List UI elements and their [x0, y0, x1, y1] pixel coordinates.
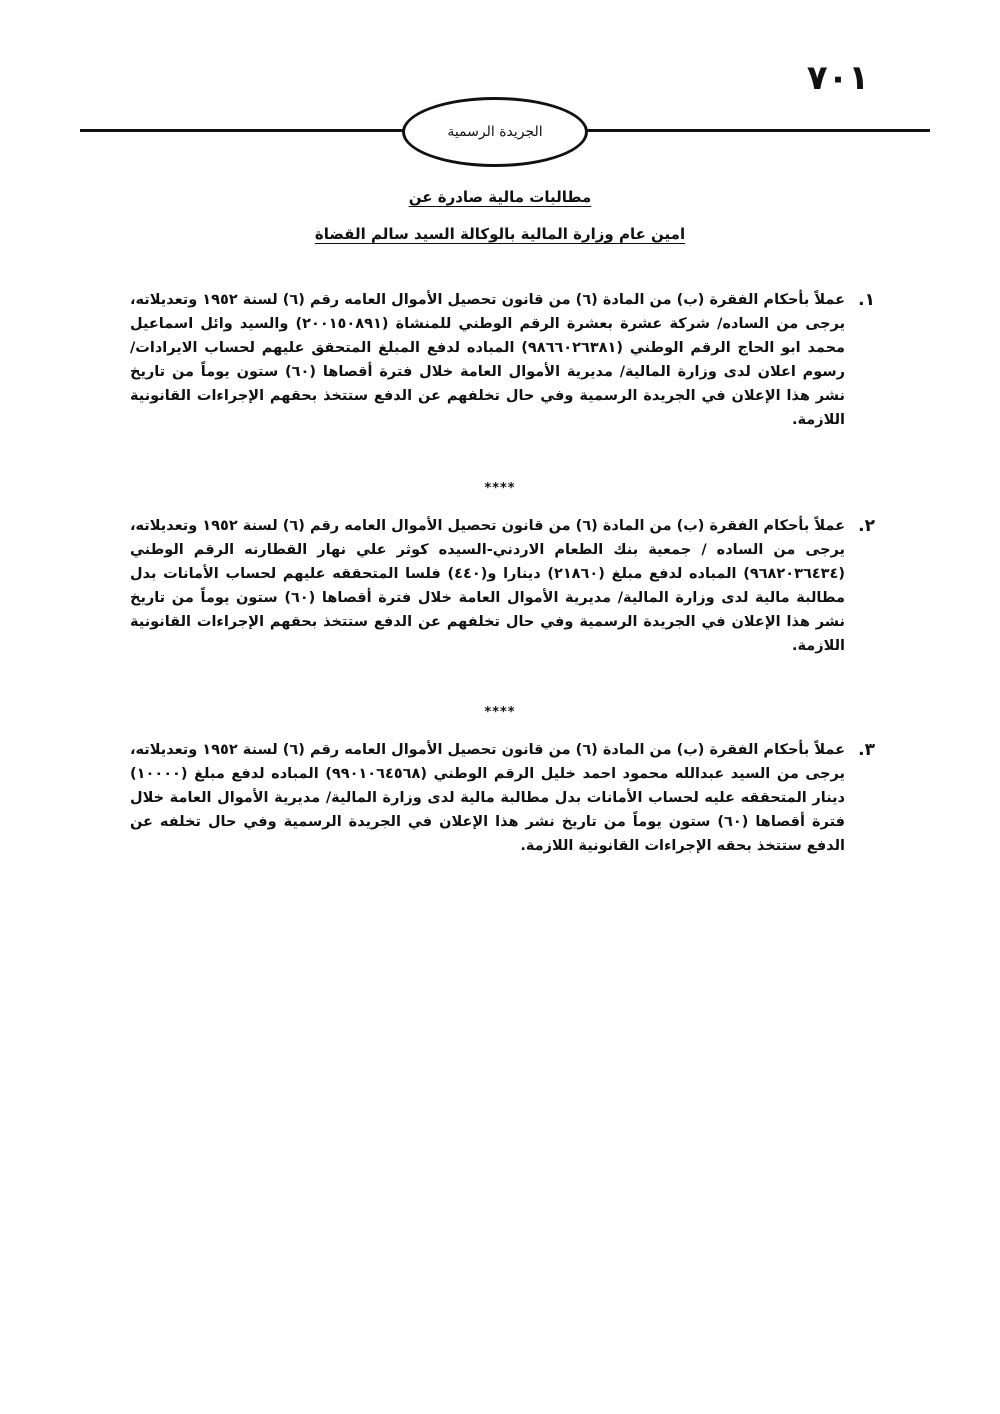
claim-item-2 [130, 514, 875, 658]
document-title: مطالبات مالية صادرة عن [408, 188, 592, 206]
section-separator: **** [484, 481, 516, 496]
claim-item-number: ٢. [858, 516, 875, 536]
claim-item-text: عملاً بأحكام الفقرة (ب) من المادة (٦) من قانون تحصيل الأموال العامه رقم (٦) لسنة ١٩٥٢ وتعديلاته، يرجى من السيد عبدالله محمود احمد خليل الرقم الوطني (٩٩٠١٠٦٤٥٦٨) المباده لدفع مبلغ (١٠٠٠٠) دينار المتحققه عليه لحساب الأمانات بدل مطالبة مالية لدى وزارة المالية/ مديرية الأموال العامة خلال فترة أقصاها (٦٠) ستون يوماً من تاريخ نشر هذا الإعلان في الجريدة الرسمية وفي حال تخلفه عن الدفع ستتخذ بحقه الإجراءات القانونية اللازمة. [130, 742, 845, 854]
section-separator: **** [484, 705, 516, 720]
document-subtitle: امين عام وزارة المالية بالوكالة السيد سالم القضاة [314, 225, 686, 243]
claim-item-text: عملاً بأحكام الفقرة (ب) من المادة (٦) من قانون تحصيل الأموال العامه رقم (٦) لسنة ١٩٥٢ وتعديلاته، يرجى من الساده/ شركة عشرة بعشرة الرقم الوطني للمنشاة (٢٠٠١٥٠٨٩١) والسيد وائل اسماعيل محمد ابو الحاج الرقم الوطني (٩٨٦٦٠٢٦٣٨١) المباده لدفع المبلغ المتحقق عليهم لحساب الايرادات/ رسوم اعلان لدى وزارة المالية/ مديرية الأموال العامة خلال فترة أقصاها (٦٠) ستون يوماً من تاريخ نشر هذا الإعلان في الجريدة الرسمية وفي حال تخلفهم عن الدفع ستتخذ بحقهم الإجراءات القانونية اللازمة. [130, 292, 846, 428]
claim-item-number: ٣. [858, 740, 875, 760]
claim-item-1 [130, 288, 875, 432]
gazette-label: الجريدة الرسمية [447, 124, 543, 140]
claim-item-number: ١. [858, 290, 875, 310]
claim-item-3 [130, 738, 875, 858]
gazette-header-oval [402, 97, 588, 167]
claim-item-text: عملاً بأحكام الفقرة (ب) من المادة (٦) من قانون تحصيل الأموال العامه رقم (٦) لسنة ١٩٥٢ وتعديلاته، يرجى من الساده / جمعية بنك الطعام الاردني-السيده كوثر علي نهار القطارنه الرقم الوطني (٩٦٨٢٠٣٦٤٣٤) المباده لدفع مبلغ (٢١٨٦٠) دينارا و(٤٤٠) فلسا المتحققه عليهم لحساب الأمانات بدل مطالبة مالية لدى وزارة المالية/ مديرية الأموال العامة خلال فترة أقصاها (٦٠) ستون يوماً من تاريخ نشر هذا الإعلان في الجريدة الرسمية وفي حال تخلفهم عن الدفع ستتخذ بحقهم الإجراءات القانونية اللازمة. [130, 518, 845, 654]
page-number: ٧٠١ [806, 58, 870, 98]
